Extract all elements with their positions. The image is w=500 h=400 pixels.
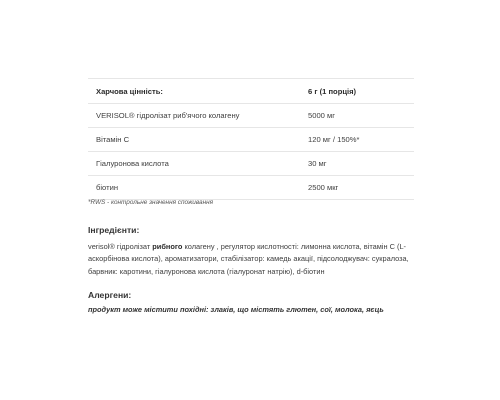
table-row <box>88 128 414 152</box>
allergens-heading: Алергени: <box>88 290 132 300</box>
nutrition-table-header <box>88 78 414 104</box>
nutrient-name: Вітамін С <box>96 135 130 144</box>
ingredients-text-bold: рибного <box>152 242 183 251</box>
table-row <box>88 176 414 200</box>
nutrient-amount: 120 мг / 150%* <box>308 135 360 144</box>
nutrient-amount: 2500 мкг <box>308 183 339 192</box>
table-row <box>88 152 414 176</box>
nutrient-amount: 30 мг <box>308 159 327 168</box>
ingredients-text <box>88 241 414 278</box>
ingredients-text-part2: колагену , регулятор кислотності: лимонна кислота, вітамін С (L-аскорбінова кислота), ароматизатори, стабілізатор: камедь акації, підсолоджувач: сукралоза, барвник: каротини, гіалуронова кислота (гіалуронат натрію), d-біотин <box>88 242 409 276</box>
nutrient-name: VERISOL® гідролізат риб'ячого колагену <box>96 111 240 120</box>
allergens-text: продукт може містити похідні: злаків, що містять глютен, сої, молока, яєць <box>88 305 384 314</box>
nutrient-name: Гіалуронова кислота <box>96 159 169 168</box>
table-row <box>88 104 414 128</box>
ingredients-heading: Інгредієнти: <box>88 225 140 235</box>
nutrient-name: біотин <box>96 183 119 192</box>
nutrition-table <box>88 78 414 200</box>
rws-footnote: *RWS - контрольне значення споживання <box>88 199 214 206</box>
nutrition-header-value: 6 г (1 порція) <box>308 86 357 96</box>
ingredients-text-part1: verisol® гідролізат <box>88 242 153 251</box>
nutrient-amount: 5000 мг <box>308 111 335 120</box>
nutrition-header-name: Харчова цінність: <box>96 86 163 96</box>
